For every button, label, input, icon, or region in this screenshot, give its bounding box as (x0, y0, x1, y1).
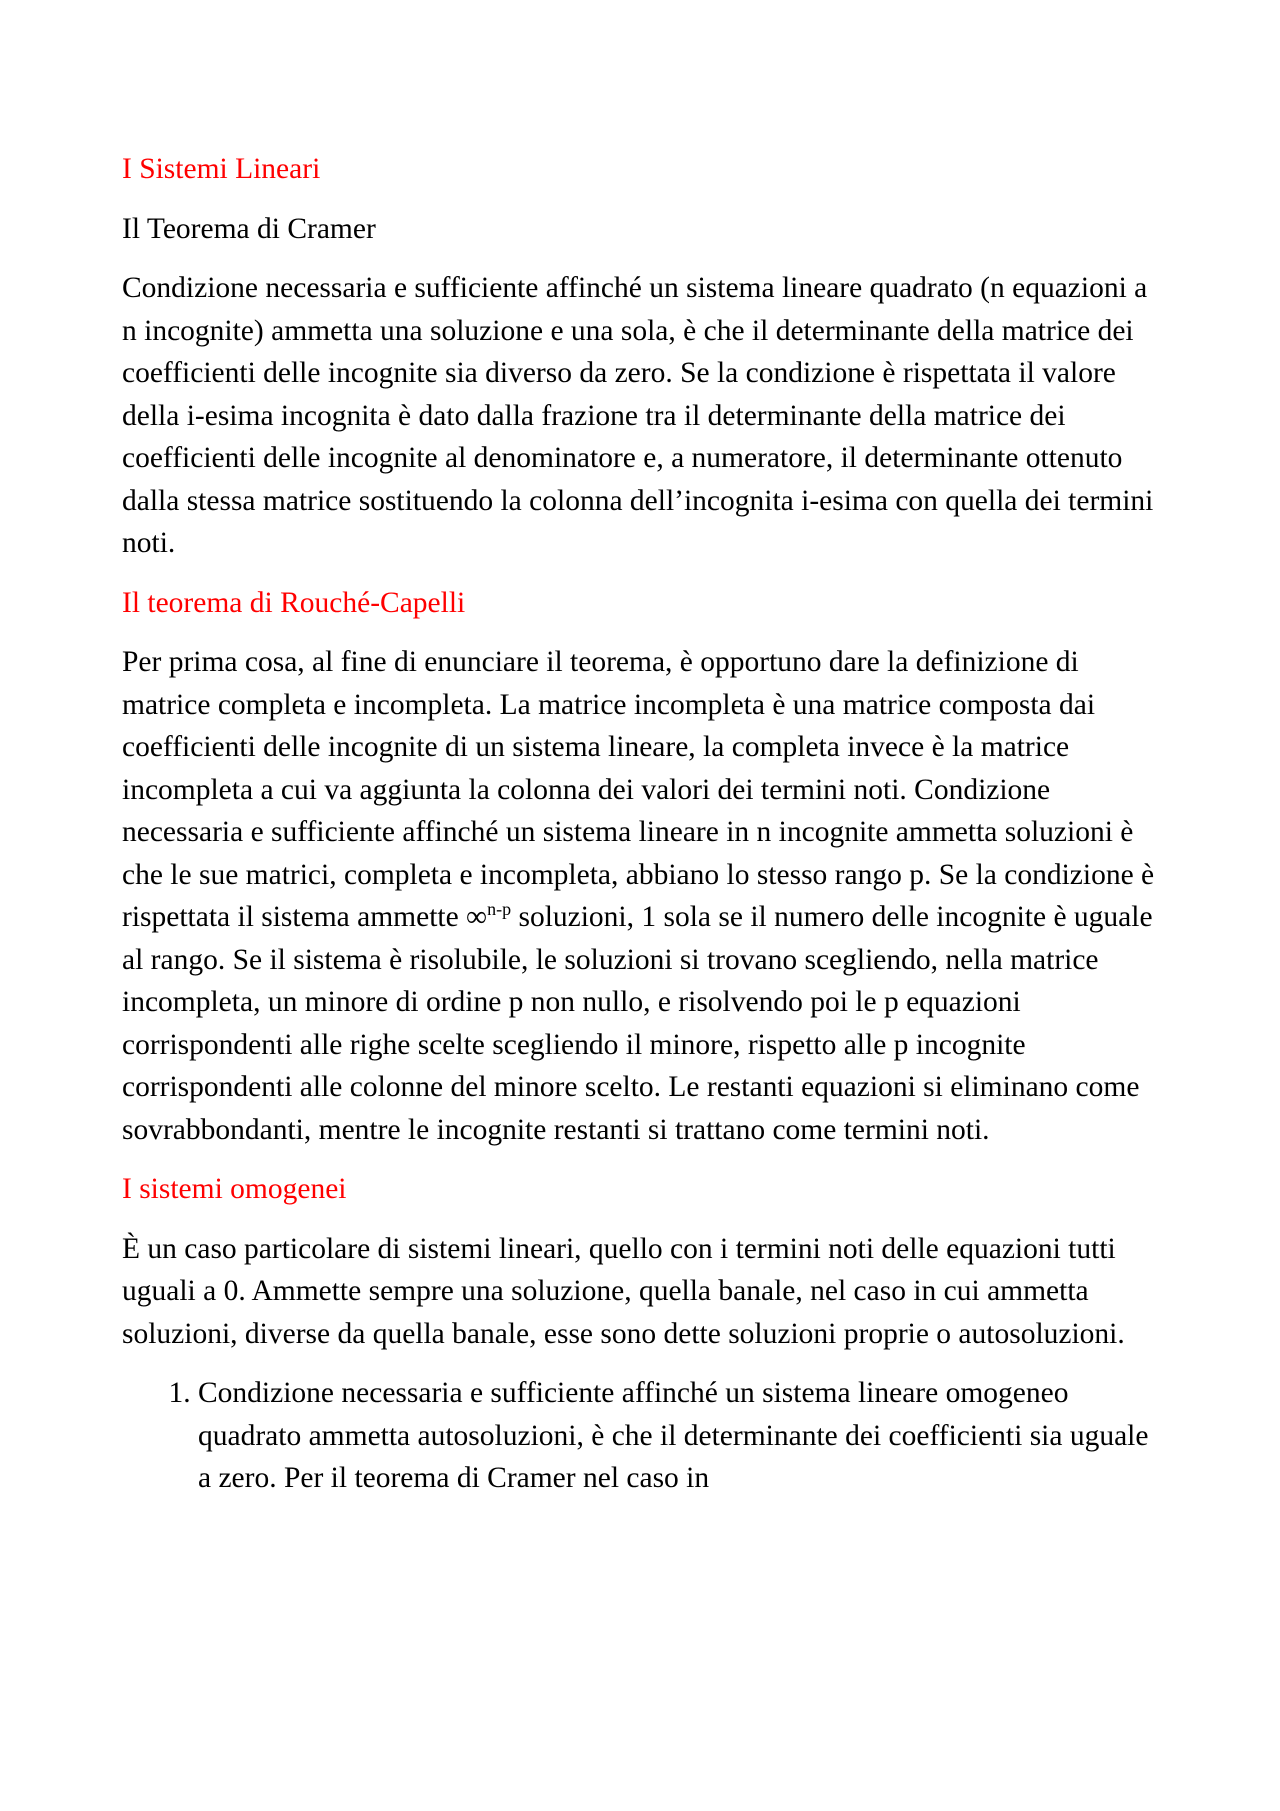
omogenei-list (122, 1372, 1162, 1500)
cramer-paragraph: Condizione necessaria e sufficiente affinché un sistema lineare quadrato (n equazioni a n incognite) ammetta una soluzione e una sola, è che il determinante della matrice dei coefficienti delle incognite sia diverso da zero. Se la condizione è rispettata il valore della i-esima incognita è dato dalla frazione tra il determinante della matrice dei coefficienti delle incognite al denominatore e, a numeratore, il determinante ottenuto dalla stessa matrice sostituendo la colonna dell’incognita i-esima con quella dei termini noti. (122, 272, 1154, 559)
cramer-title: Il Teorema di Cramer (122, 212, 376, 245)
rouche-superscript: n-p (487, 899, 512, 919)
omogenei-paragraph: È un caso particolare di sistemi lineari, quello con i termini noti delle equazioni tutti uguali a 0. Ammette sempre una soluzione, quella banale, nel caso in cui ammetta soluzioni, diverse da quella banale, esse sono dette soluzioni proprie o autosoluzioni. (122, 1232, 1125, 1350)
rouche-paragraph (122, 641, 1162, 1151)
omogenei-title: I sistemi omogenei (122, 1173, 347, 1205)
rouche-text-after: soluzioni, 1 sola se il numero delle incognite è uguale al rango. Se il sistema è risolubile, le soluzioni si trovano scegliendo, nella matrice incompleta, un minore di ordine p non nullo, e risolvendo poi le p equazioni corrispondenti alle righe scelte scegliendo il minore, rispetto alle p incognite corrispondenti alle colonne del minore scelto. Le restanti equazioni si eliminano come sovrabbondanti, mentre le incognite restanti si trattano come termini noti. (122, 901, 1153, 1146)
document-content (122, 148, 1162, 1500)
rouche-text-before: Per prima cosa, al fine di enunciare il teorema, è opportuno dare la definizione di matrice completa e incompleta. La matrice incompleta è una matrice composta dai coefficienti delle incognite di un sistema lineare, la completa invece è la matrice incompleta a cui va aggiunta la colonna dei valori dei termini noti. Condizione necessaria e sufficiente affinché un sistema lineare in n incognite ammetta soluzioni è che le sue matrici, completa e incompleta, abbiano lo stesso rango p. Se la condizione è rispettata il sistema ammette ∞ (122, 646, 1155, 933)
list-item: 1. Condizione necessaria e sufficiente affinché un sistema lineare omogeneo quadrato ammetta autosoluzioni, è che il determinante dei coefficienti sia uguale a zero. Per il teorema di Cramer nel caso in (198, 1372, 1162, 1500)
main-heading: I Sistemi Lineari (122, 153, 321, 185)
rouche-title: Il teorema di Rouché-Capelli (122, 586, 466, 619)
